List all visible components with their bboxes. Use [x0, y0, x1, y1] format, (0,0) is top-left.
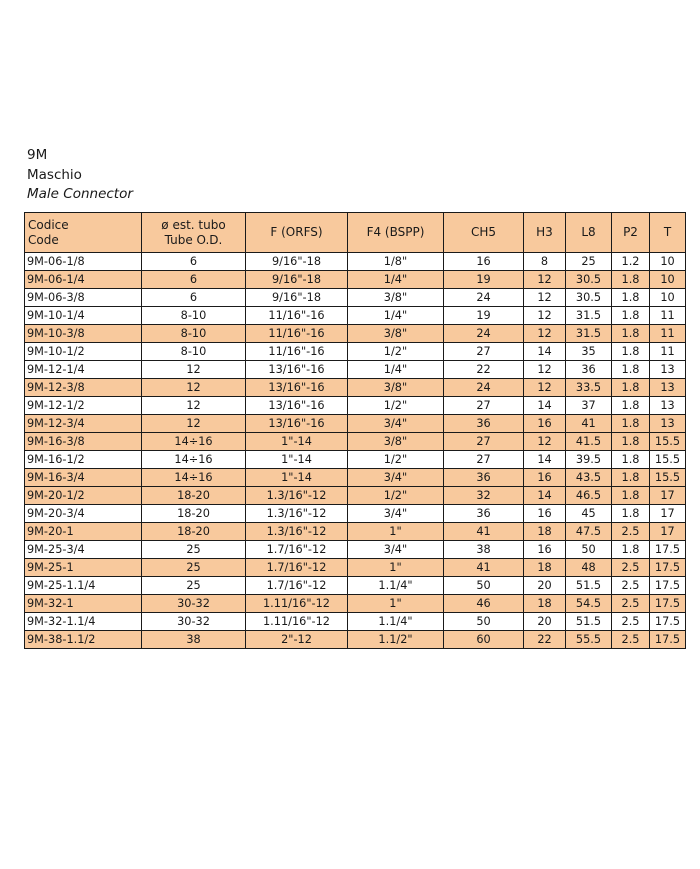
cell-h3: 18 [524, 595, 566, 613]
cell-tube-od: 6 [142, 271, 246, 289]
cell-tube-od: 8-10 [142, 343, 246, 361]
cell-p2: 1.8 [612, 325, 650, 343]
cell-f4-bspp: 1.1/4" [348, 613, 444, 631]
cell-f4-bspp: 3/4" [348, 415, 444, 433]
cell-p2: 2.5 [612, 613, 650, 631]
cell-f4-bspp: 3/8" [348, 325, 444, 343]
cell-t: 13 [650, 397, 686, 415]
cell-tube-od: 14÷16 [142, 469, 246, 487]
cell-p2: 2.5 [612, 577, 650, 595]
cell-l8: 30.5 [566, 271, 612, 289]
cell-ch5: 24 [444, 379, 524, 397]
cell-code: 9M-10-1/4 [25, 307, 142, 325]
cell-t: 13 [650, 415, 686, 433]
cell-f4-bspp: 1/2" [348, 343, 444, 361]
cell-h3: 12 [524, 307, 566, 325]
cell-tube-od: 25 [142, 541, 246, 559]
cell-code: 9M-16-3/4 [25, 469, 142, 487]
cell-p2: 1.8 [612, 271, 650, 289]
cell-f-orfs: 1.3/16"-12 [246, 487, 348, 505]
cell-t: 13 [650, 361, 686, 379]
cell-f-orfs: 1.3/16"-12 [246, 523, 348, 541]
cell-p2: 1.2 [612, 253, 650, 271]
table-row [25, 541, 686, 559]
cell-f-orfs: 1"-14 [246, 451, 348, 469]
cell-t: 15.5 [650, 433, 686, 451]
cell-t: 17 [650, 523, 686, 541]
cell-t: 10 [650, 253, 686, 271]
cell-f4-bspp: 3/4" [348, 469, 444, 487]
cell-t: 17 [650, 505, 686, 523]
cell-p2: 1.8 [612, 469, 650, 487]
cell-tube-od: 12 [142, 379, 246, 397]
cell-f4-bspp: 3/4" [348, 541, 444, 559]
cell-f-orfs: 2"-12 [246, 631, 348, 649]
cell-code: 9M-10-1/2 [25, 343, 142, 361]
cell-t: 17.5 [650, 631, 686, 649]
cell-p2: 1.8 [612, 487, 650, 505]
cell-l8: 36 [566, 361, 612, 379]
cell-f-orfs: 13/16"-16 [246, 397, 348, 415]
cell-h3: 16 [524, 469, 566, 487]
cell-tube-od: 8-10 [142, 307, 246, 325]
table-row [25, 487, 686, 505]
cell-l8: 39.5 [566, 451, 612, 469]
cell-code: 9M-16-3/8 [25, 433, 142, 451]
cell-f4-bspp: 1.1/2" [348, 631, 444, 649]
cell-ch5: 27 [444, 451, 524, 469]
cell-code: 9M-25-3/4 [25, 541, 142, 559]
table-header [25, 213, 686, 253]
cell-ch5: 36 [444, 469, 524, 487]
cell-code: 9M-12-1/2 [25, 397, 142, 415]
cell-f4-bspp: 1" [348, 523, 444, 541]
cell-tube-od: 18-20 [142, 487, 246, 505]
cell-ch5: 24 [444, 289, 524, 307]
cell-ch5: 36 [444, 415, 524, 433]
table-row [25, 325, 686, 343]
cell-h3: 12 [524, 271, 566, 289]
cell-tube-od: 18-20 [142, 523, 246, 541]
table-body [25, 253, 686, 649]
cell-ch5: 27 [444, 397, 524, 415]
table-row [25, 343, 686, 361]
cell-f4-bspp: 1" [348, 595, 444, 613]
cell-h3: 14 [524, 487, 566, 505]
cell-f4-bspp: 1/4" [348, 307, 444, 325]
document-heading [27, 146, 133, 205]
cell-l8: 45 [566, 505, 612, 523]
cell-f-orfs: 1.7/16"-12 [246, 577, 348, 595]
cell-tube-od: 14÷16 [142, 451, 246, 469]
cell-ch5: 41 [444, 559, 524, 577]
cell-tube-od: 12 [142, 361, 246, 379]
cell-ch5: 19 [444, 307, 524, 325]
cell-l8: 31.5 [566, 307, 612, 325]
cell-tube-od: 30-32 [142, 613, 246, 631]
header-p2: P2 [612, 213, 650, 253]
cell-f4-bspp: 3/8" [348, 433, 444, 451]
cell-p2: 1.8 [612, 541, 650, 559]
header-f4-bspp: F4 (BSPP) [348, 213, 444, 253]
table-row [25, 253, 686, 271]
cell-f-orfs: 1.7/16"-12 [246, 559, 348, 577]
cell-p2: 1.8 [612, 343, 650, 361]
cell-f4-bspp: 3/4" [348, 505, 444, 523]
table-row [25, 469, 686, 487]
cell-code: 9M-20-1 [25, 523, 142, 541]
cell-h3: 14 [524, 397, 566, 415]
cell-code: 9M-06-3/8 [25, 289, 142, 307]
cell-ch5: 50 [444, 577, 524, 595]
cell-f-orfs: 1"-14 [246, 469, 348, 487]
header-row [25, 213, 686, 253]
product-name-italian: Maschio [27, 166, 82, 183]
cell-l8: 41 [566, 415, 612, 433]
cell-ch5: 22 [444, 361, 524, 379]
cell-h3: 16 [524, 505, 566, 523]
specifications-table [24, 212, 686, 649]
table-row [25, 595, 686, 613]
table-row [25, 379, 686, 397]
cell-t: 17 [650, 487, 686, 505]
cell-h3: 16 [524, 415, 566, 433]
cell-code: 9M-12-3/8 [25, 379, 142, 397]
table-row [25, 631, 686, 649]
cell-p2: 1.8 [612, 289, 650, 307]
cell-f4-bspp: 1.1/4" [348, 577, 444, 595]
cell-p2: 1.8 [612, 415, 650, 433]
cell-f-orfs: 13/16"-16 [246, 361, 348, 379]
cell-ch5: 16 [444, 253, 524, 271]
cell-t: 17.5 [650, 541, 686, 559]
cell-code: 9M-25-1.1/4 [25, 577, 142, 595]
cell-f4-bspp: 3/8" [348, 379, 444, 397]
cell-t: 10 [650, 271, 686, 289]
cell-l8: 31.5 [566, 325, 612, 343]
cell-h3: 18 [524, 523, 566, 541]
cell-t: 13 [650, 379, 686, 397]
cell-t: 17.5 [650, 559, 686, 577]
cell-f-orfs: 1"-14 [246, 433, 348, 451]
cell-f4-bspp: 1/2" [348, 487, 444, 505]
cell-f-orfs: 11/16"-16 [246, 343, 348, 361]
table-row [25, 523, 686, 541]
header-h3: H3 [524, 213, 566, 253]
header-l8: L8 [566, 213, 612, 253]
cell-tube-od: 6 [142, 289, 246, 307]
cell-l8: 51.5 [566, 613, 612, 631]
cell-f-orfs: 11/16"-16 [246, 325, 348, 343]
cell-t: 10 [650, 289, 686, 307]
header-f-orfs: F (ORFS) [246, 213, 348, 253]
cell-t: 11 [650, 343, 686, 361]
cell-h3: 8 [524, 253, 566, 271]
cell-code: 9M-32-1.1/4 [25, 613, 142, 631]
cell-f4-bspp: 1/2" [348, 451, 444, 469]
table-row [25, 397, 686, 415]
cell-h3: 22 [524, 631, 566, 649]
cell-h3: 20 [524, 613, 566, 631]
table-row [25, 505, 686, 523]
table-row [25, 415, 686, 433]
cell-t: 17.5 [650, 613, 686, 631]
cell-l8: 46.5 [566, 487, 612, 505]
cell-h3: 16 [524, 541, 566, 559]
cell-p2: 2.5 [612, 631, 650, 649]
cell-f-orfs: 1.11/16"-12 [246, 595, 348, 613]
cell-code: 9M-12-3/4 [25, 415, 142, 433]
cell-t: 15.5 [650, 451, 686, 469]
cell-ch5: 41 [444, 523, 524, 541]
cell-f4-bspp: 1/2" [348, 397, 444, 415]
cell-code: 9M-25-1 [25, 559, 142, 577]
cell-tube-od: 12 [142, 415, 246, 433]
cell-l8: 48 [566, 559, 612, 577]
cell-p2: 1.8 [612, 433, 650, 451]
cell-p2: 2.5 [612, 559, 650, 577]
cell-t: 11 [650, 307, 686, 325]
cell-f-orfs: 9/16"-18 [246, 253, 348, 271]
table-row [25, 433, 686, 451]
cell-f-orfs: 1.3/16"-12 [246, 505, 348, 523]
cell-l8: 54.5 [566, 595, 612, 613]
cell-code: 9M-12-1/4 [25, 361, 142, 379]
cell-f-orfs: 13/16"-16 [246, 415, 348, 433]
cell-l8: 55.5 [566, 631, 612, 649]
cell-ch5: 60 [444, 631, 524, 649]
cell-f4-bspp: 1/4" [348, 361, 444, 379]
cell-p2: 1.8 [612, 379, 650, 397]
cell-p2: 1.8 [612, 397, 650, 415]
product-name-english: Male Connector [27, 186, 133, 202]
cell-ch5: 24 [444, 325, 524, 343]
cell-code: 9M-06-1/4 [25, 271, 142, 289]
cell-ch5: 38 [444, 541, 524, 559]
table-row [25, 451, 686, 469]
cell-t: 15.5 [650, 469, 686, 487]
cell-l8: 33.5 [566, 379, 612, 397]
table-row [25, 361, 686, 379]
cell-tube-od: 25 [142, 577, 246, 595]
cell-h3: 18 [524, 559, 566, 577]
table-row [25, 271, 686, 289]
header-t: T [650, 213, 686, 253]
cell-tube-od: 30-32 [142, 595, 246, 613]
table-row [25, 613, 686, 631]
cell-p2: 1.8 [612, 361, 650, 379]
cell-l8: 47.5 [566, 523, 612, 541]
cell-h3: 12 [524, 289, 566, 307]
cell-tube-od: 25 [142, 559, 246, 577]
cell-t: 17.5 [650, 577, 686, 595]
cell-code: 9M-06-1/8 [25, 253, 142, 271]
cell-ch5: 36 [444, 505, 524, 523]
table-row [25, 559, 686, 577]
cell-h3: 12 [524, 361, 566, 379]
cell-f4-bspp: 1" [348, 559, 444, 577]
cell-l8: 51.5 [566, 577, 612, 595]
cell-tube-od: 18-20 [142, 505, 246, 523]
cell-p2: 1.8 [612, 505, 650, 523]
cell-l8: 37 [566, 397, 612, 415]
table-row [25, 289, 686, 307]
cell-f-orfs: 9/16"-18 [246, 271, 348, 289]
cell-ch5: 19 [444, 271, 524, 289]
table-row [25, 577, 686, 595]
cell-code: 9M-20-1/2 [25, 487, 142, 505]
cell-t: 17.5 [650, 595, 686, 613]
cell-l8: 35 [566, 343, 612, 361]
cell-tube-od: 38 [142, 631, 246, 649]
cell-h3: 12 [524, 433, 566, 451]
cell-l8: 41.5 [566, 433, 612, 451]
cell-f-orfs: 1.11/16"-12 [246, 613, 348, 631]
cell-p2: 2.5 [612, 523, 650, 541]
cell-tube-od: 6 [142, 253, 246, 271]
cell-f-orfs: 9/16"-18 [246, 289, 348, 307]
cell-l8: 50 [566, 541, 612, 559]
cell-ch5: 50 [444, 613, 524, 631]
cell-code: 9M-38-1.1/2 [25, 631, 142, 649]
cell-code: 9M-16-1/2 [25, 451, 142, 469]
cell-l8: 43.5 [566, 469, 612, 487]
cell-l8: 30.5 [566, 289, 612, 307]
table-row [25, 307, 686, 325]
cell-code: 9M-10-3/8 [25, 325, 142, 343]
cell-f-orfs: 13/16"-16 [246, 379, 348, 397]
cell-tube-od: 8-10 [142, 325, 246, 343]
cell-f4-bspp: 3/8" [348, 289, 444, 307]
cell-ch5: 32 [444, 487, 524, 505]
cell-p2: 1.8 [612, 307, 650, 325]
header-ch5: CH5 [444, 213, 524, 253]
cell-ch5: 46 [444, 595, 524, 613]
cell-f4-bspp: 1/4" [348, 271, 444, 289]
cell-ch5: 27 [444, 343, 524, 361]
cell-p2: 2.5 [612, 595, 650, 613]
header-tube-od: ø est. tubo Tube O.D. [142, 213, 246, 253]
cell-f-orfs: 11/16"-16 [246, 307, 348, 325]
cell-f-orfs: 1.7/16"-12 [246, 541, 348, 559]
cell-t: 11 [650, 325, 686, 343]
cell-h3: 20 [524, 577, 566, 595]
cell-f4-bspp: 1/8" [348, 253, 444, 271]
cell-h3: 14 [524, 451, 566, 469]
header-code: Codice Code [25, 213, 142, 253]
cell-h3: 12 [524, 379, 566, 397]
cell-code: 9M-20-3/4 [25, 505, 142, 523]
cell-h3: 14 [524, 343, 566, 361]
cell-tube-od: 12 [142, 397, 246, 415]
cell-p2: 1.8 [612, 451, 650, 469]
product-code: 9M [27, 147, 48, 163]
cell-tube-od: 14÷16 [142, 433, 246, 451]
cell-l8: 25 [566, 253, 612, 271]
cell-code: 9M-32-1 [25, 595, 142, 613]
cell-h3: 12 [524, 325, 566, 343]
cell-ch5: 27 [444, 433, 524, 451]
